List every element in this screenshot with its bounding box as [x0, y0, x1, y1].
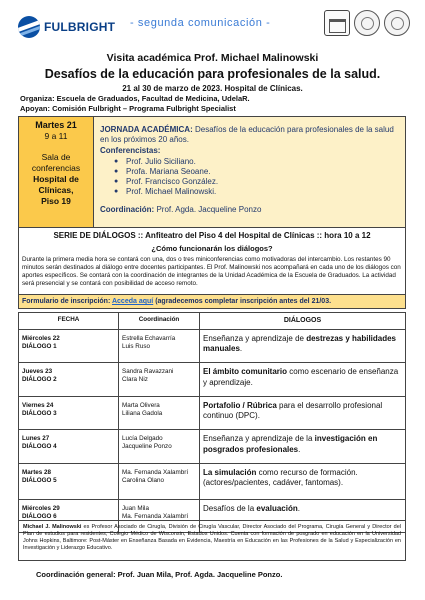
row-date-day: Miércoles 22: [22, 334, 60, 342]
communication-tagline: - segunda comunicación -: [130, 17, 271, 29]
series-description: Durante la primera media hora se contará con una, dos o tres miniconferencias como motivadoras del intercambio. Los restantes 90 minutos serán destinados al diálogo entre docentes participantes. El Prof. Malinowski nos acompañará en cada uno de los diálogos con aportes específicos. Se contará con la coordinación de integrantes de la Unidad Académica de la Escuela de Graduados. La actividad será presencial y se contará con posibilidad de acceso remoto.: [22, 256, 401, 287]
row-dialog-topic: [200, 397, 405, 430]
general-coordination: Coordinación general: Prof. Juan Mila, Prof. Agda. Jacqueline Ponzo.: [36, 570, 283, 579]
row-dialog-number: DIÁLOGO 5: [22, 476, 57, 484]
table-row: [19, 362, 405, 396]
speaker-item: ● Prof. Michael Malinowski.: [114, 187, 399, 197]
main-title: Desafíos de la educación para profesionales de la salud.: [44, 67, 381, 81]
speaker-bio: [18, 520, 406, 561]
registration-form-row: [18, 294, 406, 309]
topic-text: como escenario de enseñanza y aprendizaje.: [203, 367, 399, 387]
column-header-dialogs: DIÁLOGOS: [283, 317, 322, 324]
visit-title: Visita académica Prof. Michael Malinowski: [106, 52, 319, 64]
row-dialog-topic: [200, 363, 405, 396]
topic-text: Desafíos de la: [203, 503, 257, 513]
support-line: Apoyan: Comisión Fulbright – Programa Fulbright Specialist: [20, 104, 236, 113]
row-coordinator: Luis Ruso: [122, 342, 151, 350]
row-coordinator: Juan Mila: [122, 504, 149, 512]
row-coordinator: Ma. Fernanda Xalambrí: [122, 512, 189, 520]
row-coordinator: Marta Olivera: [122, 401, 160, 409]
row-coordinator: Estrella Echavarría: [122, 334, 176, 342]
coordination-label: Coordinación:: [100, 205, 155, 214]
coordination-name: Prof. Agda. Jacqueline Ponzo: [156, 205, 262, 214]
jornada-label: JORNADA ACADÉMICA:: [100, 125, 193, 134]
row-date-day: Viernes 24: [22, 401, 54, 409]
topic-text: .: [239, 344, 243, 353]
table-row: [19, 396, 405, 430]
place-line: conferencias: [31, 163, 81, 173]
place-line: Clínicas,: [38, 185, 74, 195]
academic-day-date: Martes 21: [35, 120, 77, 130]
row-dialog-topic: [200, 330, 405, 363]
row-dialog-number: DIÁLOGO 3: [22, 409, 57, 417]
row-date-day: Jueves 23: [22, 368, 53, 375]
dialogs-table: [18, 312, 406, 533]
row-coordination: [119, 330, 200, 363]
dialog-series: [18, 226, 406, 294]
series-question: ¿Cómo funcionarán los diálogos?: [151, 244, 273, 253]
row-dialog-topic: [200, 464, 405, 499]
topic-text: como recurso de formación. (actores/pacientes, cadáver, fantomas).: [203, 467, 358, 487]
row-dialog-number: DIÁLOGO 6: [22, 512, 57, 520]
row-date: [19, 430, 119, 463]
bio-name: Michael J. Malinowski: [23, 524, 82, 530]
organizer-line: Organiza: Escuela de Graduados, Facultad de Medicina, UdelaR.: [20, 94, 250, 103]
row-coordinator: Sandra Ravazzani: [122, 368, 174, 375]
topic-highlight: investigación en posgrados profesionales: [203, 434, 378, 454]
topic-highlight: destrezas y habilidades manuales: [203, 333, 397, 353]
institution-seals: [324, 10, 410, 36]
row-coordinator: Liliana Gadola: [122, 409, 163, 417]
event-dates: 21 al 30 de marzo de 2023. Hospital de Clínicas.: [122, 84, 303, 93]
row-coordination: [119, 430, 200, 463]
row-dialog-number: DIÁLOGO 1: [22, 342, 57, 350]
row-coordination: [119, 464, 200, 499]
topic-highlight: El ámbito comunitario: [203, 367, 288, 376]
place-line: Piso 19: [41, 196, 71, 206]
place-line: Sala de: [41, 152, 71, 162]
topic-text: Enseñanza y aprendizaje de la: [203, 434, 315, 443]
row-coordinator: Clara Niz: [122, 376, 148, 383]
table-row: [19, 429, 405, 463]
academic-day-coordination: [100, 205, 399, 215]
row-date: [19, 330, 119, 363]
fulbright-logo: [18, 16, 115, 38]
row-coordinator: Lucía Delgado: [122, 435, 163, 442]
row-date: [19, 464, 119, 499]
row-coordinator: Jacqueline Ponzo: [122, 443, 172, 450]
faculty-seal-icon: [384, 10, 410, 36]
row-date-day: Martes 28: [22, 468, 52, 476]
topic-text: para el desarrollo profesional continuo (DPC).: [203, 400, 383, 420]
university-seal-icon: [354, 10, 380, 36]
form-label: Formulario de inscripción:: [22, 298, 111, 305]
speaker-item: ● Profa. Mariana Seoane.: [114, 167, 399, 177]
academic-day-box: [18, 116, 406, 228]
table-row: [19, 329, 405, 363]
row-date: [19, 397, 119, 430]
speakers-list: [114, 157, 399, 197]
row-coordinator: Carolina Olano: [122, 476, 165, 484]
topic-text: Enseñanza y aprendizaje de: [203, 333, 307, 343]
academic-day-time: 9 a 11: [44, 131, 68, 141]
academic-day-when-where: [19, 117, 94, 227]
header: [18, 10, 410, 46]
table-row: [19, 463, 405, 499]
academic-day-details: [94, 117, 405, 227]
topic-highlight: Portafolio / Rúbrica: [203, 400, 277, 410]
topic-highlight: La simulación: [203, 467, 257, 477]
speakers-heading: Conferencistas:: [100, 146, 161, 155]
topic-highlight: evaluación: [256, 503, 298, 513]
building-icon: [324, 10, 350, 36]
title-block: [20, 52, 405, 93]
topic-text: .: [297, 503, 300, 513]
logo-text: FULBRIGHT: [44, 20, 116, 34]
registration-link[interactable]: Acceda aquí: [111, 298, 154, 305]
row-coordinator: Ma. Fernanda Xalambrí: [122, 468, 189, 476]
jornada-text: Desafíos de la educación para profesionales de la salud en los próximos 20 años.: [100, 125, 394, 144]
place-line: Hospital de: [33, 174, 79, 184]
row-coordination: [119, 397, 200, 430]
row-coordination: [119, 363, 200, 396]
organizers: [20, 94, 250, 114]
bio-text: es Profesor Asociado de Cirugía, División de Cirugía Vascular, Director Asociado del Programa, Cirugía General y Director del Plan de estudios para residentes, Colegio Médico de Wisconsin, Estados Unidos. Cuenta con formación de posgrado en educación en la Universidad Johns Hopkins, Baltimore: Post-Máster en Enseñanza Basada en Evidencia, Maestría en Educación en las Profesiones de la Salud y Especialización en Investigación y Liderazgo Educativo.: [23, 524, 401, 551]
jornada-description: [100, 125, 399, 145]
series-heading: SERIE DE DIÁLOGOS :: Anfiteatro del Piso 4 del Hospital de Clínicas :: hora 10 a 12: [53, 231, 371, 240]
row-date-day: Miércoles 29: [22, 504, 60, 512]
row-dialog-number: DIÁLOGO 4: [22, 443, 57, 450]
row-dialog-number: DIÁLOGO 2: [22, 376, 57, 383]
form-note: (agradecemos completar inscripción antes del 21/03.: [155, 298, 332, 305]
row-date: [19, 363, 119, 396]
fulbright-logo-icon: [18, 16, 40, 38]
table-header: [19, 313, 405, 329]
column-header-coordination: Coordinación: [119, 313, 200, 329]
row-dialog-topic: [200, 430, 405, 463]
column-header-date: FECHA: [19, 313, 119, 329]
speaker-item: ● Prof. Francisco González.: [114, 177, 399, 187]
topic-text: .: [298, 444, 301, 454]
row-date-day: Lunes 27: [22, 435, 50, 442]
speaker-item: ● Prof. Julio Siciliano.: [114, 157, 399, 167]
